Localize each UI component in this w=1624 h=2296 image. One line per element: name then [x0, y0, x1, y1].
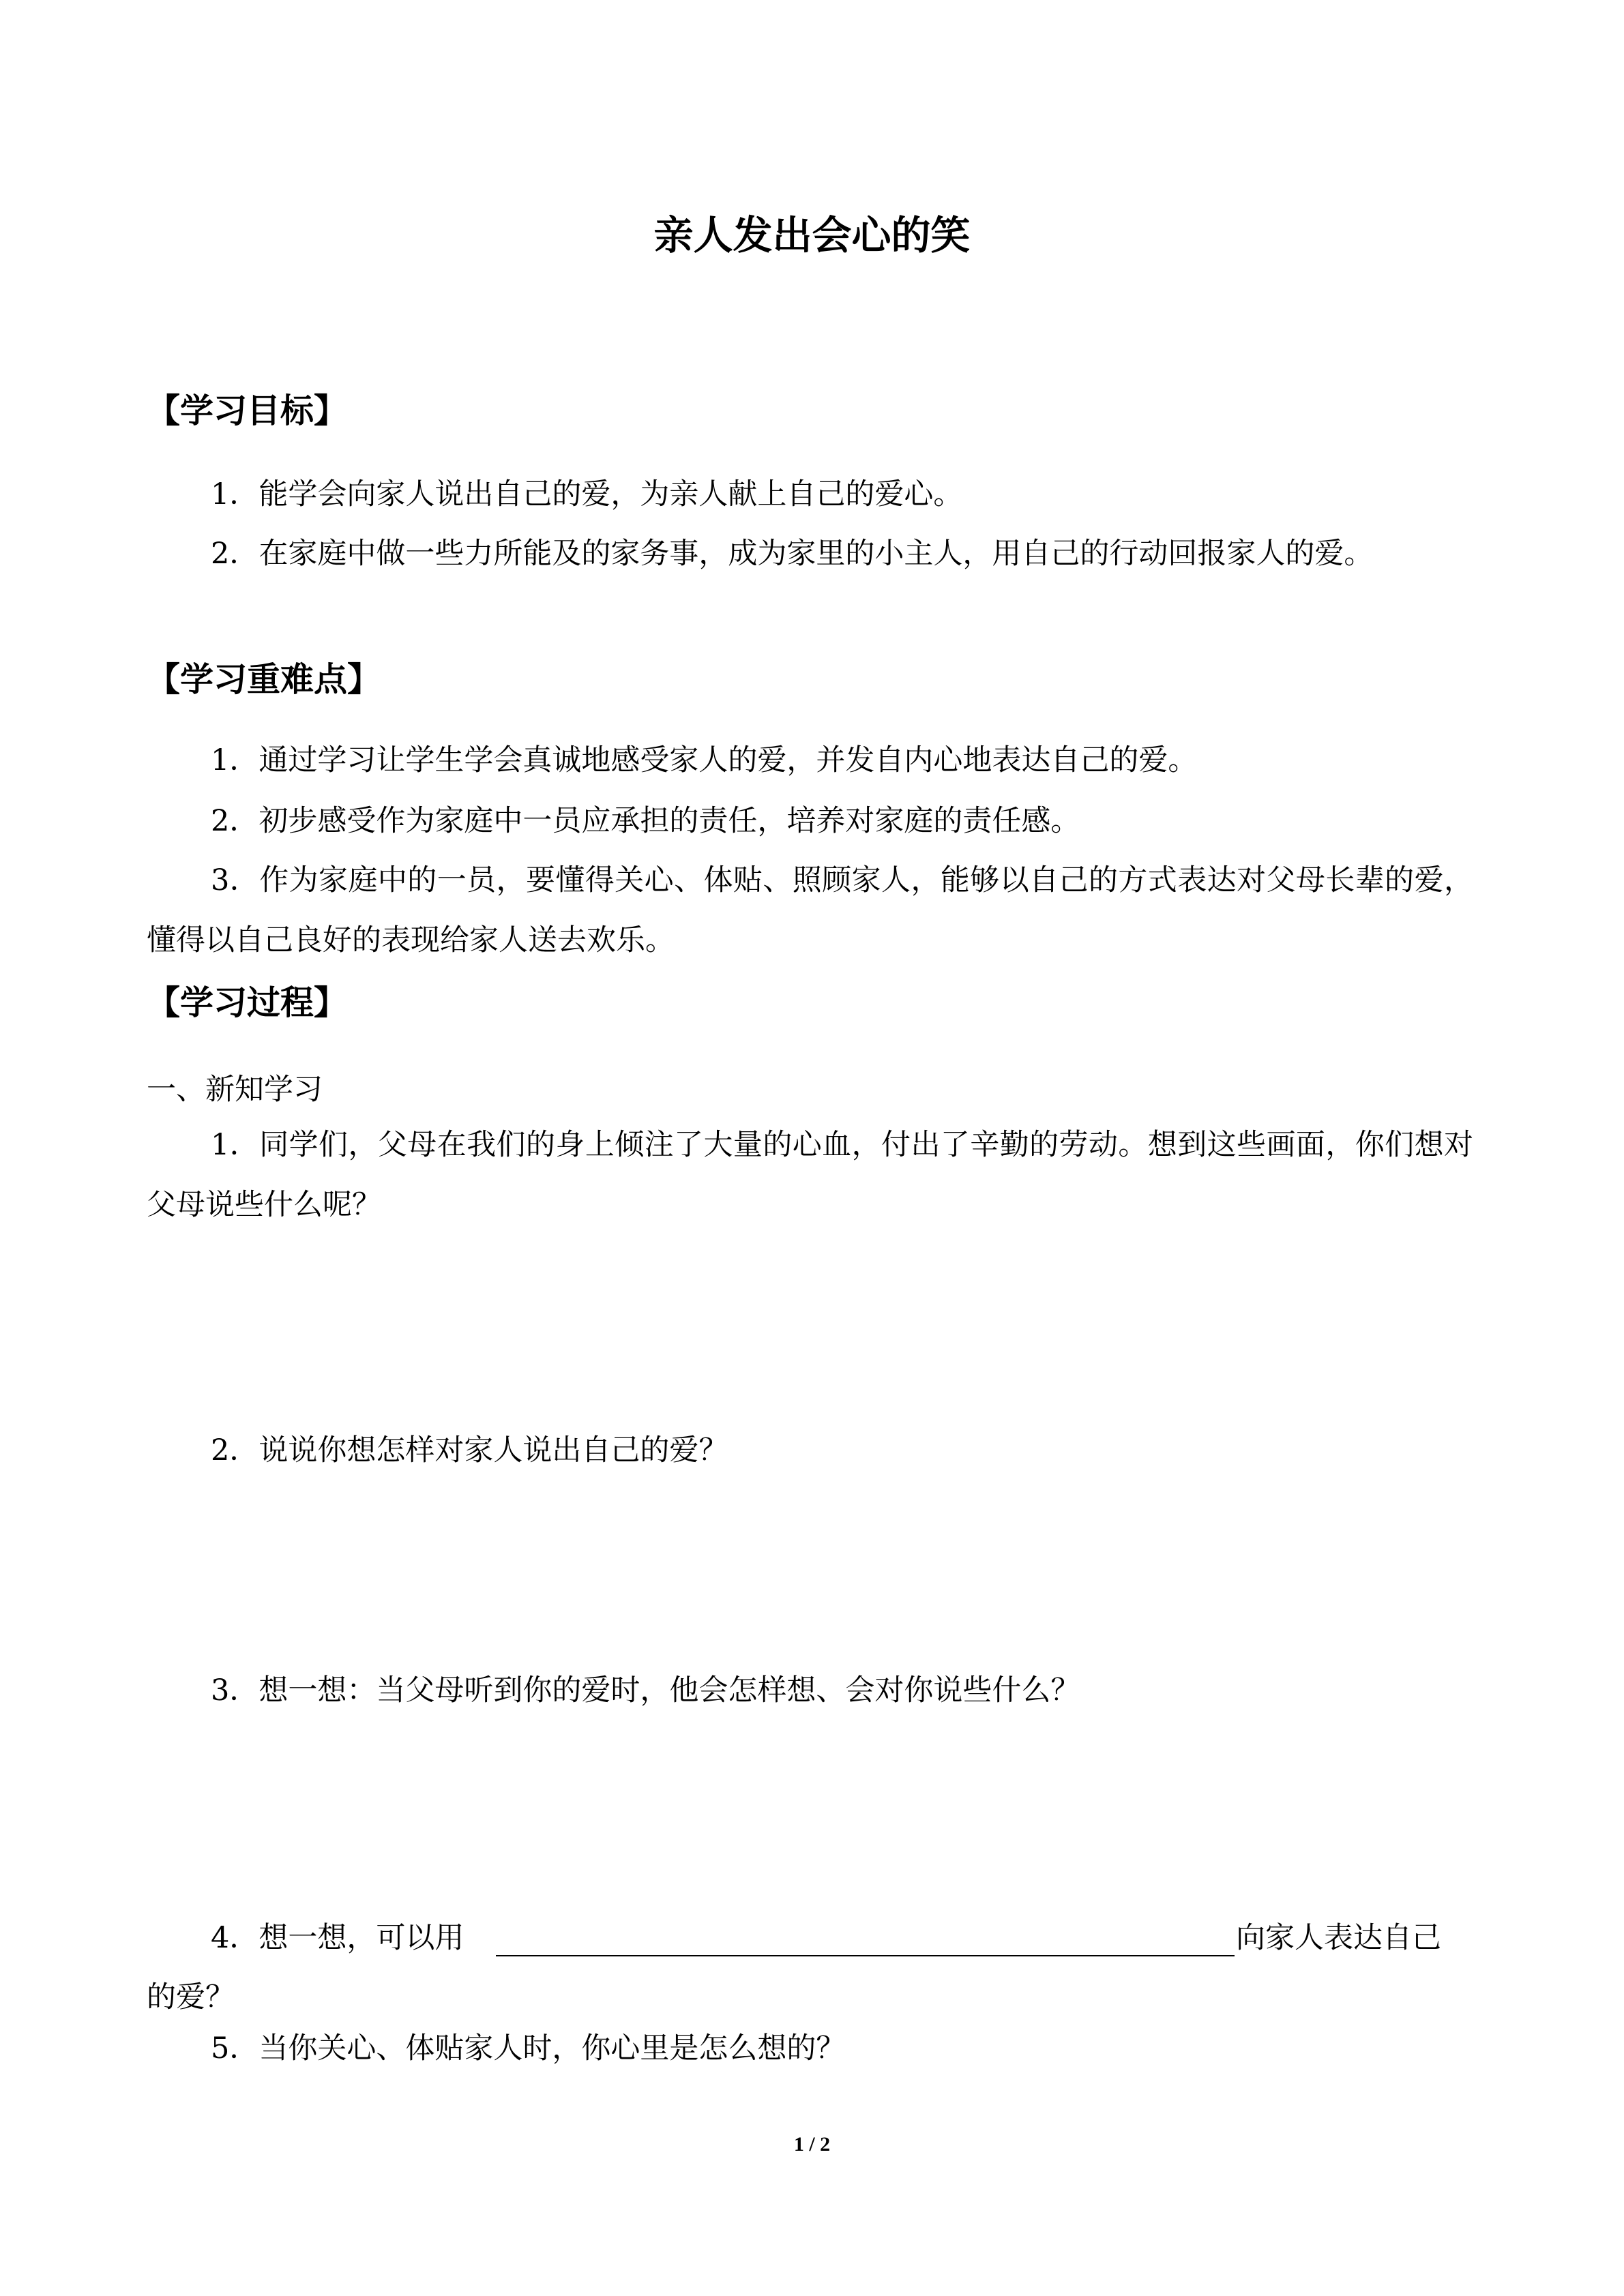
subheading-new-knowledge: 一、新知学习 [147, 1073, 323, 1107]
key-point-item-2: 2．初步感受作为家庭中一员应承担的责任，培养对家庭的责任感。 [211, 804, 1080, 838]
question-3: 3．想一想：当父母听到你的爱时，他会怎样想、会对你说些什么？ [211, 1673, 1080, 1708]
question-1: 1．同学们，父母在我们的身上倾注了大量的心血，付出了辛勤的劳动。想到这些画面，你们想对父母说些什么呢？ [147, 1128, 1473, 1222]
question-4-answer-blank[interactable] [496, 1955, 1235, 1956]
document-title: 亲人发出会心的笑 [653, 212, 971, 258]
heading-learning-goals: 【学习目标】 [147, 391, 348, 430]
question-4-suffix: 向家人表达自己 [1236, 1921, 1441, 1955]
page-number: 1 / 2 [793, 2133, 831, 2156]
question-2: 2．说说你想怎样对家人说出自己的爱？ [211, 1433, 728, 1467]
heading-learning-process: 【学习过程】 [147, 983, 348, 1022]
heading-key-points: 【学习重难点】 [147, 660, 381, 699]
key-point-item-1: 1．通过学习让学生学会真诚地感受家人的爱，并发自内心地表达自己的爱。 [211, 743, 1198, 777]
question-5: 5．当你关心、体贴家人时，你心里是怎么想的？ [211, 2031, 846, 2066]
goal-item-2: 2．在家庭中做一些力所能及的家务事，成为家里的小主人，用自己的行动回报家人的爱。 [211, 537, 1374, 571]
key-point-item-3: 3．作为家庭中的一员，要懂得关心、体贴、照顾家人，能够以自己的方式表达对父母长辈的爱，懂得以自己良好的表现给家人送去欢乐。 [147, 863, 1473, 957]
question-4-prefix: 4．想一想，可以用 [211, 1921, 464, 1955]
goal-item-1: 1．能学会向家人说出自己的爱，为亲人献上自己的爱心。 [211, 477, 963, 511]
question-4-continuation: 的爱？ [147, 1980, 235, 2014]
